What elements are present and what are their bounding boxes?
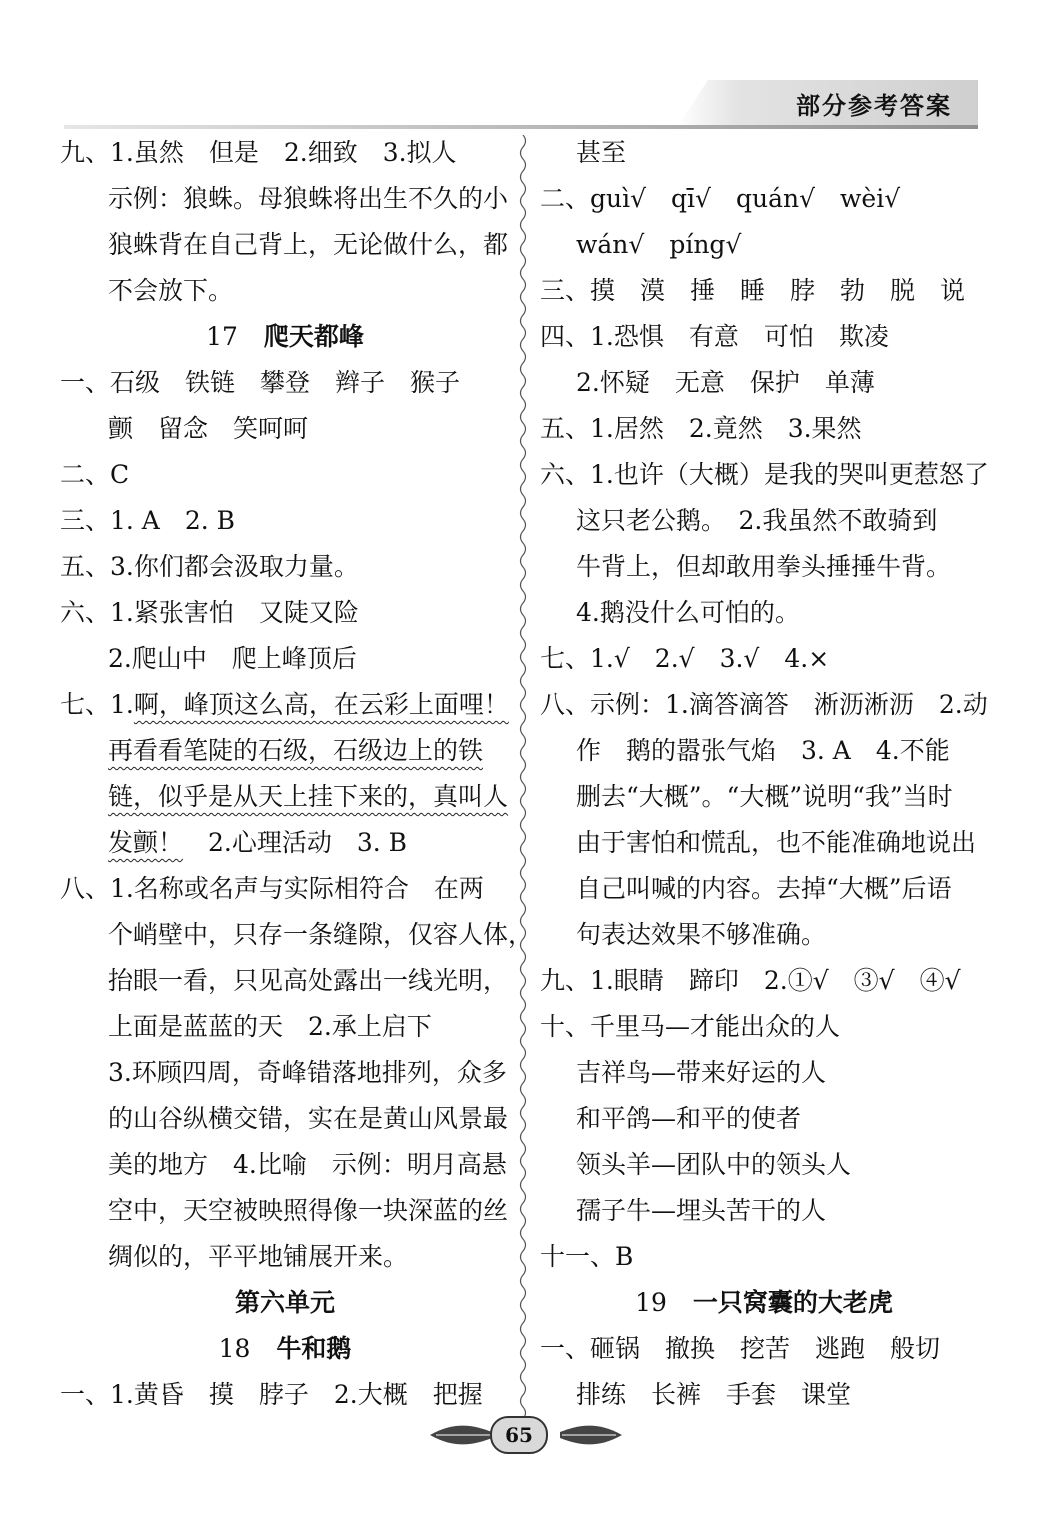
answer-line: 颤 留念 笑呵呵 <box>108 414 309 443</box>
answer-line: 4.鹅没什么可怕的。 <box>576 598 800 627</box>
answer-line <box>60 682 510 728</box>
answer-line: 五、3.你们都会汲取力量。 <box>60 552 359 581</box>
lesson-heading <box>60 1326 510 1372</box>
answer-line: 句表达效果不够准确。 <box>576 920 827 949</box>
answer-line: 吉祥鸟—带来好运的人 <box>576 1058 827 1087</box>
column-divider <box>516 135 530 1425</box>
right-column <box>540 130 988 1418</box>
lesson-number: 17 <box>206 322 238 351</box>
lesson-title: 牛和鹅 <box>276 1334 352 1363</box>
underlined-quote: 链，似乎是从天上挂下来的，真叫人 <box>108 782 509 811</box>
answer-line: 三、摸 漠 捶 睡 脖 勃 脱 说 <box>540 276 966 305</box>
answer-line: 绸似的，平平地铺展开来。 <box>108 1242 409 1271</box>
answer-line: 八、1.名称或名声与实际相符合 在两 <box>60 874 484 903</box>
answer-line: 一、石级 铁链 攀登 辫子 猴子 <box>60 368 461 397</box>
lesson-title: 爬天都峰 <box>263 322 364 351</box>
lesson-number: 18 <box>218 1334 251 1363</box>
answer-line: 三、1. A 2. B <box>60 506 236 535</box>
answer-line: 四、1.恐惧 有意 可怕 欺凌 <box>540 322 889 351</box>
answer-line: 上面是蓝蓝的天 2.承上启下 <box>108 1012 432 1041</box>
answer-line: 六、1.紧张害怕 又陡又险 <box>60 598 359 627</box>
answer-line <box>60 728 510 774</box>
lesson-number: 19 <box>635 1288 667 1317</box>
underlined-quote: 发颤！ <box>108 828 184 857</box>
underlined-quote: 再看看笔陡的石级，石级边上的铁 <box>108 736 484 765</box>
answer-line: 2.爬山中 爬上峰顶后 <box>108 644 357 673</box>
answer-line: 狼蛛背在自己背上，无论做什么，都 <box>108 230 509 259</box>
answer-line: 作 鹅的嚣张气焰 3. A 4.不能 <box>576 736 950 765</box>
answer-line: 甚至 <box>576 138 627 167</box>
answer-line: 不会放下。 <box>108 276 234 305</box>
answer-line: 抬眼一看，只见高处露出一线光明， <box>108 966 509 995</box>
answer-line: 二、guì√ qī√ quán√ wèi√ <box>540 184 901 213</box>
answer-line: 八、示例：1.滴答滴答 淅沥淅沥 2.动 <box>540 690 988 719</box>
underlined-quote: 啊，峰顶这么高，在云彩上面哩！ <box>133 690 509 719</box>
answer-line: 领头羊—团队中的领头人 <box>576 1150 852 1179</box>
answer-line: 六、1.也许（大概）是我的哭叫更惹怒了 <box>540 460 989 489</box>
answer-line: 排练 长裤 手套 课堂 <box>576 1380 852 1409</box>
answer-line: 美的地方 4.比喻 示例：明月高悬 <box>108 1150 507 1179</box>
answer-line: 2.怀疑 无意 保护 单薄 <box>576 368 875 397</box>
unit-heading: 第六单元 <box>234 1288 335 1317</box>
answer-line: 九、1.虽然 但是 2.细致 3.拟人 <box>60 138 457 167</box>
answer-text: 2.心理活动 3. B <box>183 828 408 857</box>
page-number: 65 <box>490 1416 548 1454</box>
answer-line: 这只老公鹅。 2.我虽然不敢骑到 <box>576 506 938 535</box>
lesson-heading <box>540 1280 988 1326</box>
answer-line: 孺子牛—埋头苦干的人 <box>576 1196 827 1225</box>
answer-prefix: 七、1. <box>60 690 134 719</box>
page-header-title: 部分参考答案 <box>796 92 952 120</box>
answer-line: 的山谷纵横交错，实在是黄山风景最 <box>108 1104 509 1133</box>
answer-line: 由于害怕和慌乱，也不能准确地说出 <box>576 828 977 857</box>
answer-line: 二、C <box>60 460 130 489</box>
lesson-title: 一只窝囊的大老虎 <box>692 1288 893 1317</box>
answer-line: 自己叫喊的内容。去掉“大概”后语 <box>576 874 952 903</box>
answer-line: 和平鸽—和平的使者 <box>576 1104 802 1133</box>
answer-line: 一、1.黄昏 摸 脖子 2.大概 把握 <box>60 1380 483 1409</box>
answer-line: 十、千里马—才能出众的人 <box>540 1012 841 1041</box>
left-column <box>60 130 534 1418</box>
answer-line: 一、砸锅 撤换 挖苦 逃跑 般切 <box>540 1334 941 1363</box>
answer-line <box>60 820 510 866</box>
answer-line: 个峭壁中，只存一条缝隙，仅容人体， <box>108 920 534 949</box>
answer-line: 九、1.眼睛 蹄印 2.①√ ③√ ④√ <box>540 966 961 995</box>
answer-line: 删去“大概”。“大概”说明“我”当时 <box>576 782 953 811</box>
answer-line: 十一、B <box>540 1242 634 1271</box>
answer-line <box>60 774 510 820</box>
answer-line: 七、1.√ 2.√ 3.√ 4.× <box>540 644 830 673</box>
answer-line: 五、1.居然 2.竟然 3.果然 <box>540 414 862 443</box>
answer-line: 示例：狼蛛。母狼蛛将出生不久的小 <box>108 184 509 213</box>
lesson-heading <box>60 314 510 360</box>
answer-line: 3.环顾四周，奇峰错落地排列，众多 <box>108 1058 507 1087</box>
header-rule <box>64 125 978 129</box>
answer-line: wán√ píng√ <box>576 230 742 259</box>
answer-line: 牛背上，但却敢用拳头捶捶牛背。 <box>576 552 952 581</box>
answer-line: 空中，天空被映照得像一块深蓝的丝 <box>108 1196 509 1225</box>
